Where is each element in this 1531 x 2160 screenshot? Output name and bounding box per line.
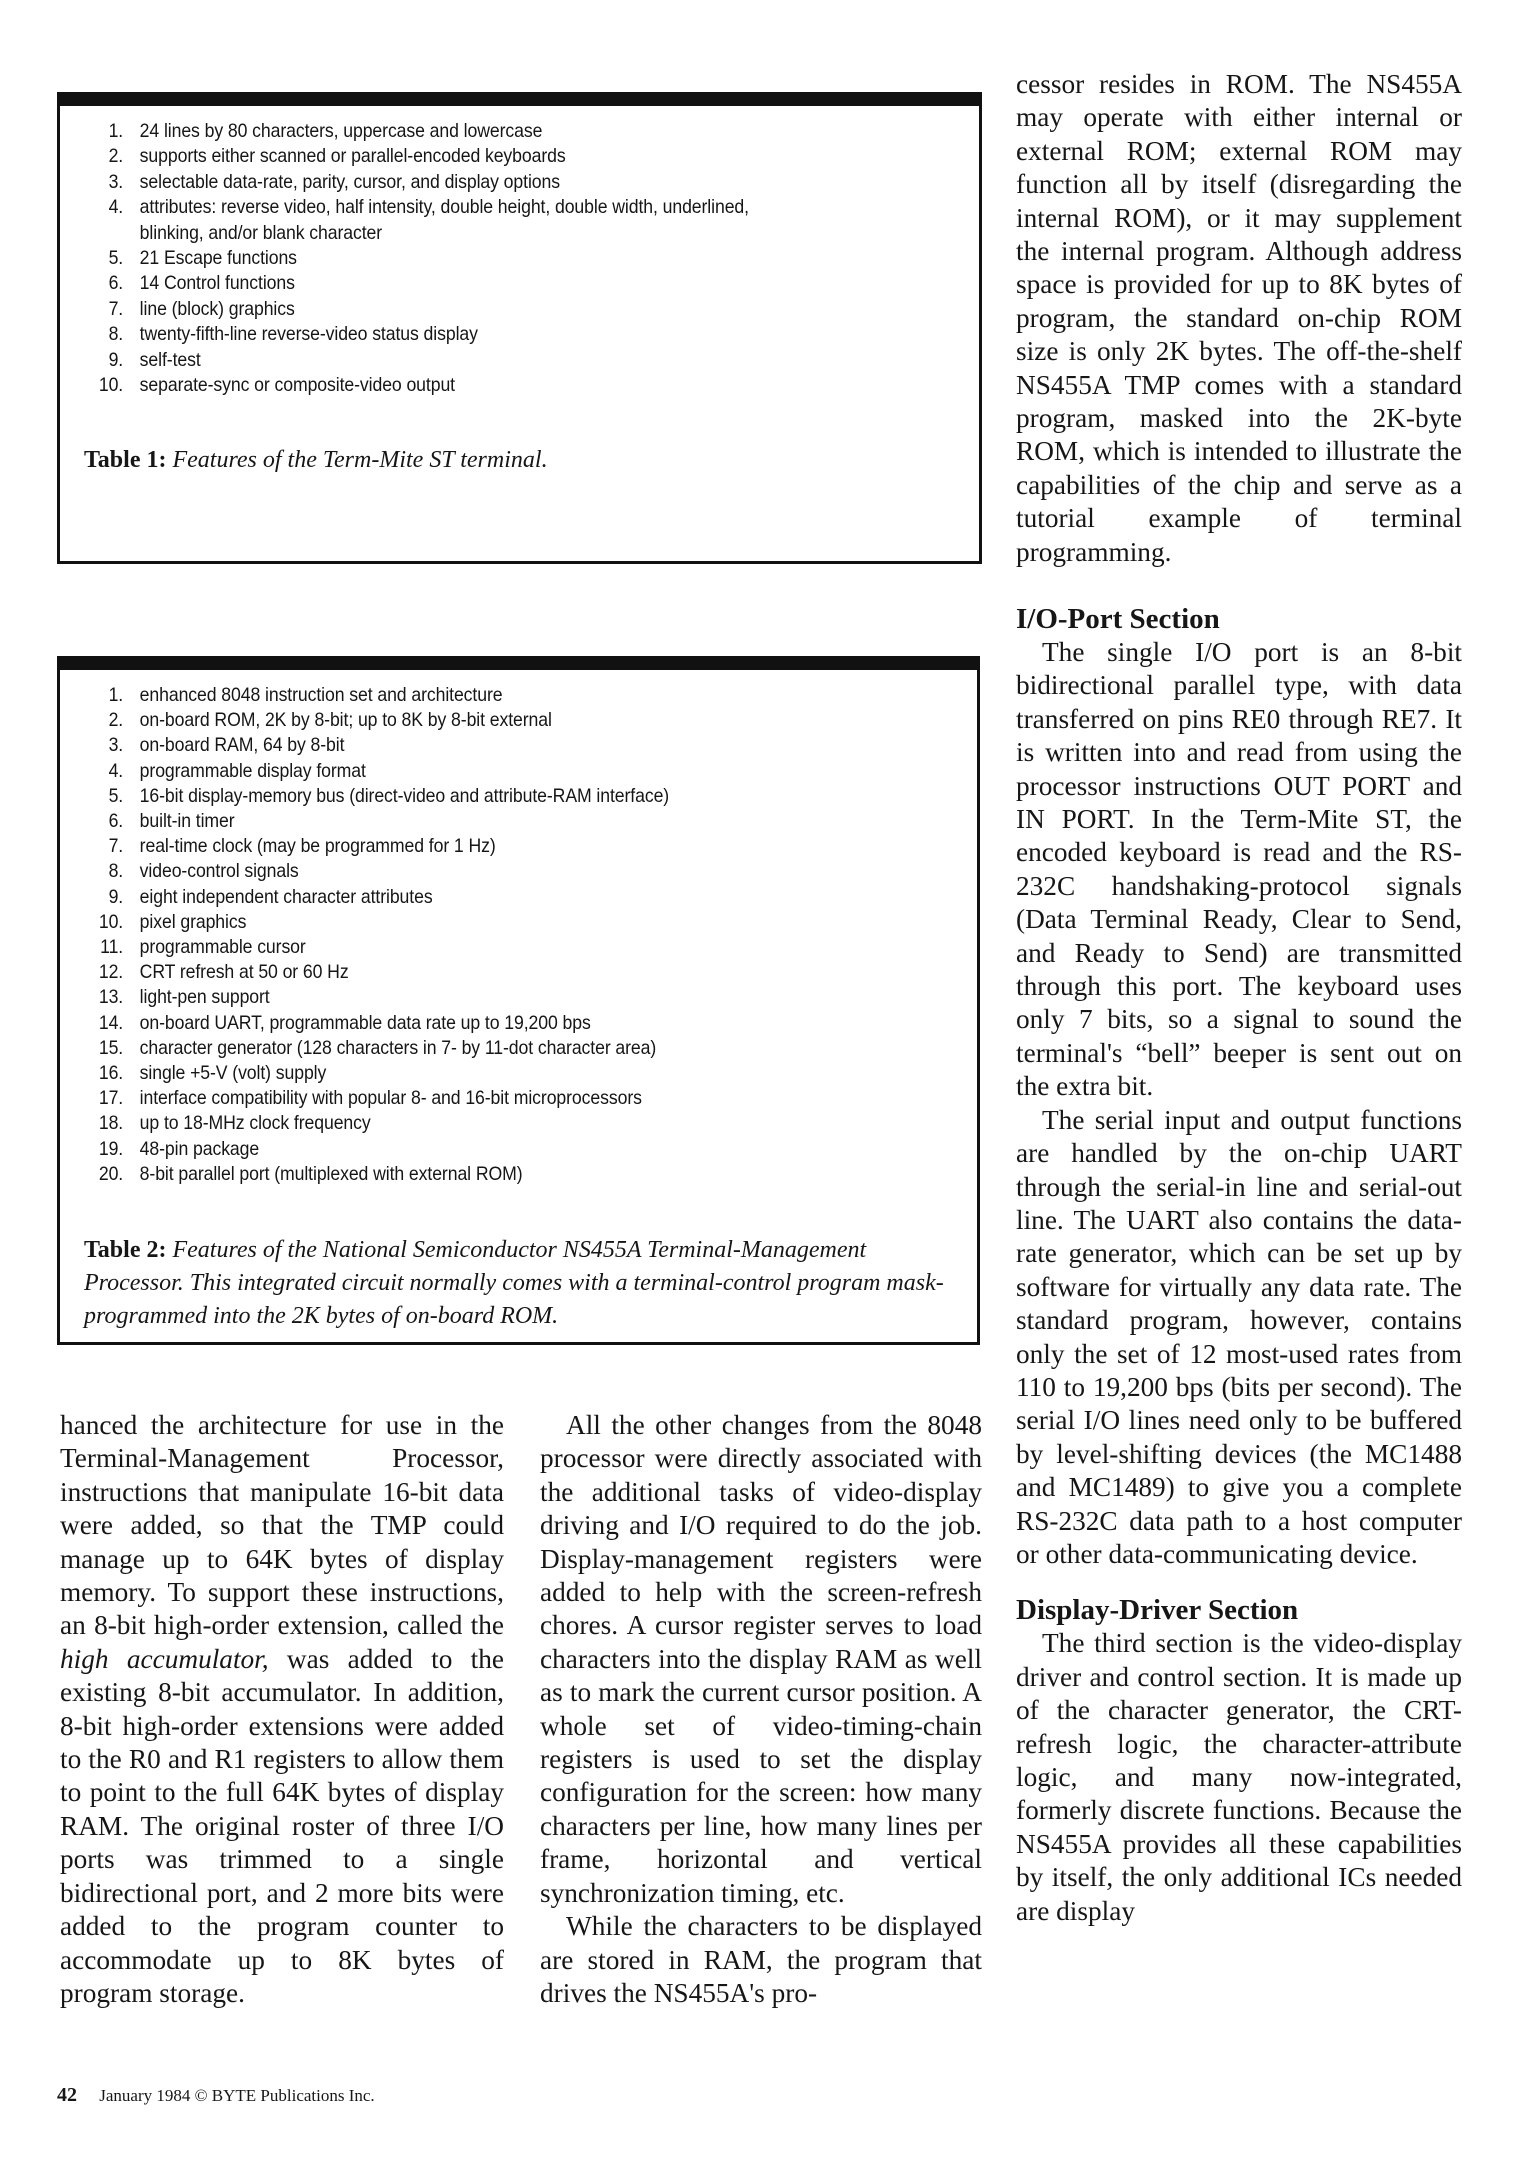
article-column-middle — [540, 1409, 982, 2010]
list-item — [90, 195, 889, 220]
table-1-box — [57, 92, 982, 564]
table-2-caption — [84, 1234, 961, 1333]
item-text: self-test — [139, 349, 201, 371]
text-run: hanced the architecture for use in the Terminal-Management Processor, instructions that manipulate 16-bit data were added, so that the TMP could manage up to 64K bytes of display memory. To support these instructions, an 8-bit high-order extension, called the — [60, 1410, 504, 1641]
item-number: 7. — [108, 836, 124, 858]
list-item — [90, 373, 889, 398]
item-number: 4. — [108, 197, 124, 219]
list-item — [90, 246, 889, 271]
item-number: 1. — [108, 685, 124, 706]
caption-label: Table 1: — [84, 447, 167, 473]
list-item — [90, 297, 889, 322]
list-item — [90, 733, 888, 758]
item-text: programmable display format — [139, 760, 366, 782]
item-number: 16. — [98, 1063, 124, 1085]
item-number: 13. — [98, 987, 124, 1009]
item-number: 4. — [108, 760, 124, 782]
item-text: 48-pin package — [139, 1138, 260, 1160]
list-item — [90, 1061, 888, 1086]
caption-text: Features of the Term-Mite ST terminal. — [172, 447, 548, 473]
body-paragraph: The single I/O port is an 8-bit bidirectional parallel type, with data transferred on pins RE0 through RE7. It is written into and read from using the processor instructions OUT PORT and IN PORT. In the Term-Mite ST, the encoded keyboard is read and the RS-232C handshaking-protocol signals (Data Terminal Ready, Clear to Send, and Ready to Send) are transmitted through this port. The keyboard uses only 7 bits, so a signal to sound the terminal's “bell” beeper is sent out on the extra bit. — [1016, 637, 1462, 1102]
item-text: 16-bit display-memory bus (direct-video and attribute-RAM interface) — [139, 785, 670, 807]
list-item — [90, 759, 888, 784]
caption-text: Features of the National Semiconductor NS455A Terminal-Management Processor. This integrated circuit normally comes with a terminal-control program mask-programmed into the 2K bytes of on-board ROM. — [84, 1237, 944, 1329]
list-item — [90, 683, 888, 708]
item-number: 20. — [98, 1163, 124, 1185]
item-number: 3. — [108, 171, 124, 193]
emphasis-term: high accumulator, — [60, 1643, 269, 1674]
item-number: 14. — [98, 1012, 124, 1034]
item-text: on-board ROM, 2K by 8-bit; up to 8K by 8-bit external — [139, 710, 552, 732]
item-text: supports either scanned or parallel-encoded keyboards — [139, 146, 566, 168]
item-number: 10. — [98, 911, 124, 933]
list-item — [90, 1162, 888, 1187]
item-text: interface compatibility with popular 8- and 16-bit microprocessors — [139, 1088, 642, 1110]
item-text: eight independent character attributes — [139, 886, 433, 908]
item-text: twenty-fifth-line reverse-video status display — [139, 324, 478, 346]
item-number: 9. — [108, 886, 124, 908]
list-item — [90, 859, 888, 884]
table-1-feature-list — [90, 119, 959, 398]
list-item — [90, 834, 888, 859]
item-number: 5. — [108, 785, 124, 807]
item-number: 1. — [108, 121, 124, 142]
item-text: up to 18-MHz clock frequency — [139, 1113, 371, 1135]
caption-label: Table 2: — [84, 1237, 167, 1263]
list-item — [90, 885, 888, 910]
item-text: blinking, and/or blank character — [139, 222, 383, 244]
table-2-feature-list — [90, 683, 957, 1187]
list-item — [90, 1137, 888, 1162]
list-item — [90, 271, 889, 296]
item-number: 18. — [98, 1113, 124, 1135]
item-number: 10. — [98, 375, 124, 397]
item-number: 17. — [98, 1088, 124, 1110]
item-number: 6. — [108, 811, 124, 833]
page-footer — [57, 2084, 375, 2107]
body-paragraph: The third section is the video-display driver and control section. It is made up of the character generator, the CRT-refresh logic, the character-attribute logic, and many now-integrated, formerly discrete functions. Because the NS455A provides all these capabilities by itself, the only additional ICs needed are display — [1016, 1628, 1462, 1926]
item-text: 24 lines by 80 characters, uppercase and lowercase — [139, 121, 543, 142]
item-number: 8. — [108, 324, 124, 346]
item-number: 2. — [108, 710, 124, 732]
item-text: selectable data-rate, parity, cursor, and display options — [139, 171, 560, 193]
list-item — [90, 1036, 888, 1061]
item-number: 7. — [108, 298, 124, 320]
item-text: programmable cursor — [139, 937, 306, 959]
list-item — [90, 708, 888, 733]
list-item-continuation — [90, 221, 889, 246]
item-text: 21 Escape functions — [139, 248, 297, 270]
body-paragraph: cessor resides in ROM. The NS455A may operate with either internal or external ROM; external ROM may function all by itself (disregarding the internal ROM), or it may supplement the internal program. Although address space is provided for up to 8K bytes of program, the standard on-chip ROM size is only 2K bytes. The off-the-shelf NS455A TMP comes with a standard program, masked into the 2K-byte ROM, which is intended to illustrate the capabilities of the chip and serve as a tutorial example of terminal programming. — [1016, 69, 1462, 567]
article-column-right — [1016, 602, 1462, 1928]
list-item — [90, 985, 888, 1010]
list-item — [90, 1086, 888, 1111]
table-2-box — [57, 656, 980, 1345]
item-text: light-pen support — [139, 987, 270, 1009]
article-column-right-top — [1016, 68, 1462, 569]
list-item — [90, 1011, 888, 1036]
item-number: 3. — [108, 735, 124, 757]
item-text: 8-bit parallel port (multiplexed with external ROM) — [139, 1163, 523, 1185]
body-paragraph — [60, 1409, 504, 2010]
item-text: single +5-V (volt) supply — [139, 1063, 327, 1085]
list-item — [90, 809, 888, 834]
list-item — [90, 1111, 888, 1136]
item-number: 8. — [108, 861, 124, 883]
item-text: line (block) graphics — [139, 298, 295, 320]
body-paragraph: All the other changes from the 8048 processor were directly associated with the additional tasks of video-display driving and I/O required to do the job. Display-management registers were added to help with the screen-refresh chores. A cursor register serves to load characters into the display RAM as well as to mark the current cursor position. A whole set of video-timing-chain registers is used to set the display configuration for the screen: how many characters per line, how many lines per frame, horizontal and vertical synchronization timing, etc. — [540, 1410, 982, 1908]
item-text: CRT refresh at 50 or 60 Hz — [139, 962, 349, 984]
list-item — [90, 960, 888, 985]
item-number: 9. — [108, 349, 124, 371]
section-heading-io-port: I/O-Port Section — [1016, 603, 1220, 635]
publication-credit: January 1984 © BYTE Publications Inc. — [99, 2086, 375, 2105]
item-text: pixel graphics — [139, 911, 247, 933]
item-text: on-board RAM, 64 by 8-bit — [139, 735, 345, 757]
list-item — [90, 170, 889, 195]
item-text: attributes: reverse video, half intensity, double height, double width, underlined, — [139, 197, 749, 219]
list-item — [90, 784, 888, 809]
section-heading-display-driver: Display-Driver Section — [1016, 1594, 1299, 1627]
item-text: separate-sync or composite-video output — [139, 375, 455, 397]
item-number: 19. — [98, 1138, 124, 1160]
item-text: 14 Control functions — [139, 273, 295, 295]
list-item — [90, 935, 888, 960]
table-1-caption — [84, 444, 963, 477]
list-item — [90, 348, 889, 373]
item-text: built-in timer — [139, 811, 235, 833]
page-number: 42 — [57, 2084, 77, 2106]
item-text: video-control signals — [139, 861, 299, 883]
item-number: 11. — [100, 937, 124, 959]
text-run: was added to the existing 8-bit accumulator. In addition, 8-bit high-order extensions were added to the R0 and R1 registers to allow them to point to the full 64K bytes of display RAM. The original roster of three I/O ports was trimmed to a single bidirectional port, and 2 more bits were added to the program counter to accommodate up to 8K bytes of program storage. — [60, 1643, 504, 2008]
body-paragraph: While the characters to be displayed are stored in RAM, the program that drives the NS455A's pro- — [540, 1911, 982, 2008]
list-item — [90, 144, 889, 169]
item-text: real-time clock (may be programmed for 1 Hz) — [139, 836, 496, 858]
item-number: 5. — [108, 248, 124, 270]
item-number: 6. — [108, 273, 124, 295]
item-text: on-board UART, programmable data rate up to 19,200 bps — [139, 1012, 591, 1034]
list-item — [90, 910, 888, 935]
article-column-left — [60, 1409, 504, 2010]
list-item — [90, 119, 889, 144]
list-item — [90, 322, 889, 347]
item-text: character generator (128 characters in 7- by 11-dot character area) — [139, 1037, 657, 1059]
item-number: 12. — [98, 962, 124, 984]
item-number: 15. — [98, 1037, 124, 1059]
item-text: enhanced 8048 instruction set and architecture — [139, 685, 503, 706]
item-number: 2. — [108, 146, 124, 168]
body-paragraph: The serial input and output functions are handled by the on-chip UART through the serial-in line and serial-out line. The UART also contains the data-rate generator, which can be set up by software for virtually any data rate. The standard program, however, contains only the set of 12 most-used rates from 110 to 19,200 bps (bits per second). The serial I/O lines need only to be buffered by level-shifting devices (the MC1488 and MC1489) to give you a complete RS-232C data path to a host computer or other data-communicating device. — [1016, 1104, 1462, 1569]
